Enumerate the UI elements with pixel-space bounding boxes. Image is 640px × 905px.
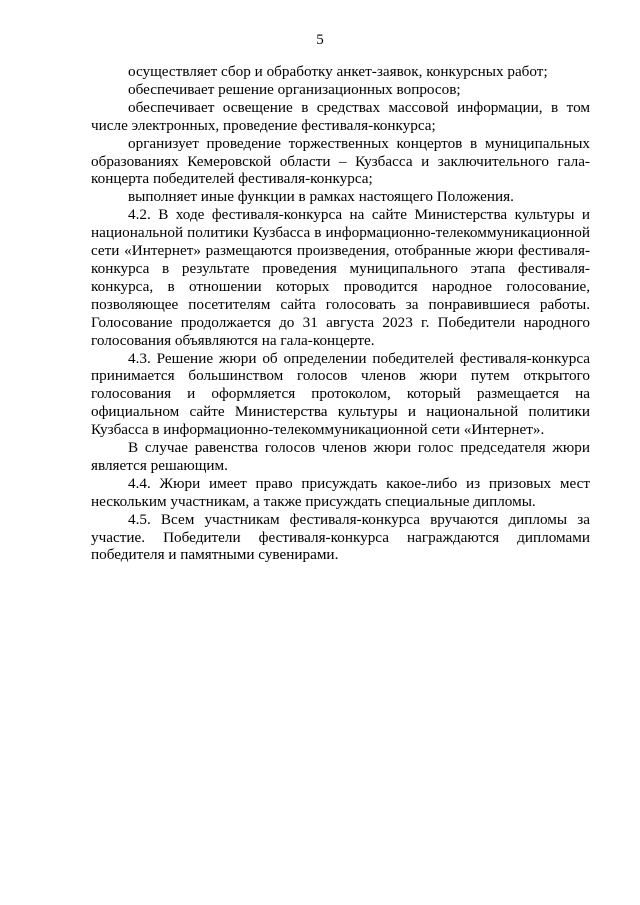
paragraph-concerts: организует проведение торжественных концертов в муниципальных образованиях Кемеровской области – Кузбасса и заключительного гала-концерта победителей фестиваля-конкурса; [91,134,590,188]
paragraph-organizational-issues: обеспечивает решение организационных вопросов; [128,80,461,98]
paragraph-4-3-jury-decision: 4.3. Решение жюри об определении победителей фестиваля-конкурса принимается большинством голосов членов жюри путем открытого голосования и оформляется протоколом, который размещается на официальном сайте Министерства культуры и национальной политики Кузбасса в информационно-телекоммуникационной сети «Интернет». [91,349,590,439]
paragraph-media-coverage: обеспечивает освещение в средствах массовой информации, в том числе электронных, проведение фестиваля-конкурса; [91,98,590,134]
paragraph-4-4-jury-rights: 4.4. Жюри имеет право присуждать какое-либо из призовых мест нескольким участникам, а также присуждать специальные дипломы. [91,474,590,510]
paragraph-4-2-public-voting: 4.2. В ходе фестиваля-конкурса на сайте Министерства культуры и национальной политики Кузбасса в информационно-телекоммуникационной сети «Интернет» размещаются произведения, отобранные жюри фестиваля-конкурса в результате проведения муниципального этапа фестиваля-конкурса, в отношении которых проводится народное голосование, позволяющее посетителям сайта голосовать за понравившиеся работы. Голосование продолжается до 31 августа 2023 г. Победители народного голосования объявляются на гала-концерте. [91,206,590,349]
paragraph-tie-vote: В случае равенства голосов членов жюри голос председателя жюри является решающим. [91,439,590,474]
paragraph-other-functions: выполняет иные функции в рамках настоящего Положения. [128,188,514,206]
page-number: 5 [316,32,324,48]
document-body [91,63,590,564]
paragraph-4-5-diplomas: 4.5. Всем участникам фестиваля-конкурса вручаются дипломы за участие. Победители фестиваля-конкурса награждаются дипломами победителя и памятными сувенирами. [91,510,590,564]
paragraph-collect-applications: осуществляет сбор и обработку анкет-заявок, конкурсных работ; [128,63,548,80]
